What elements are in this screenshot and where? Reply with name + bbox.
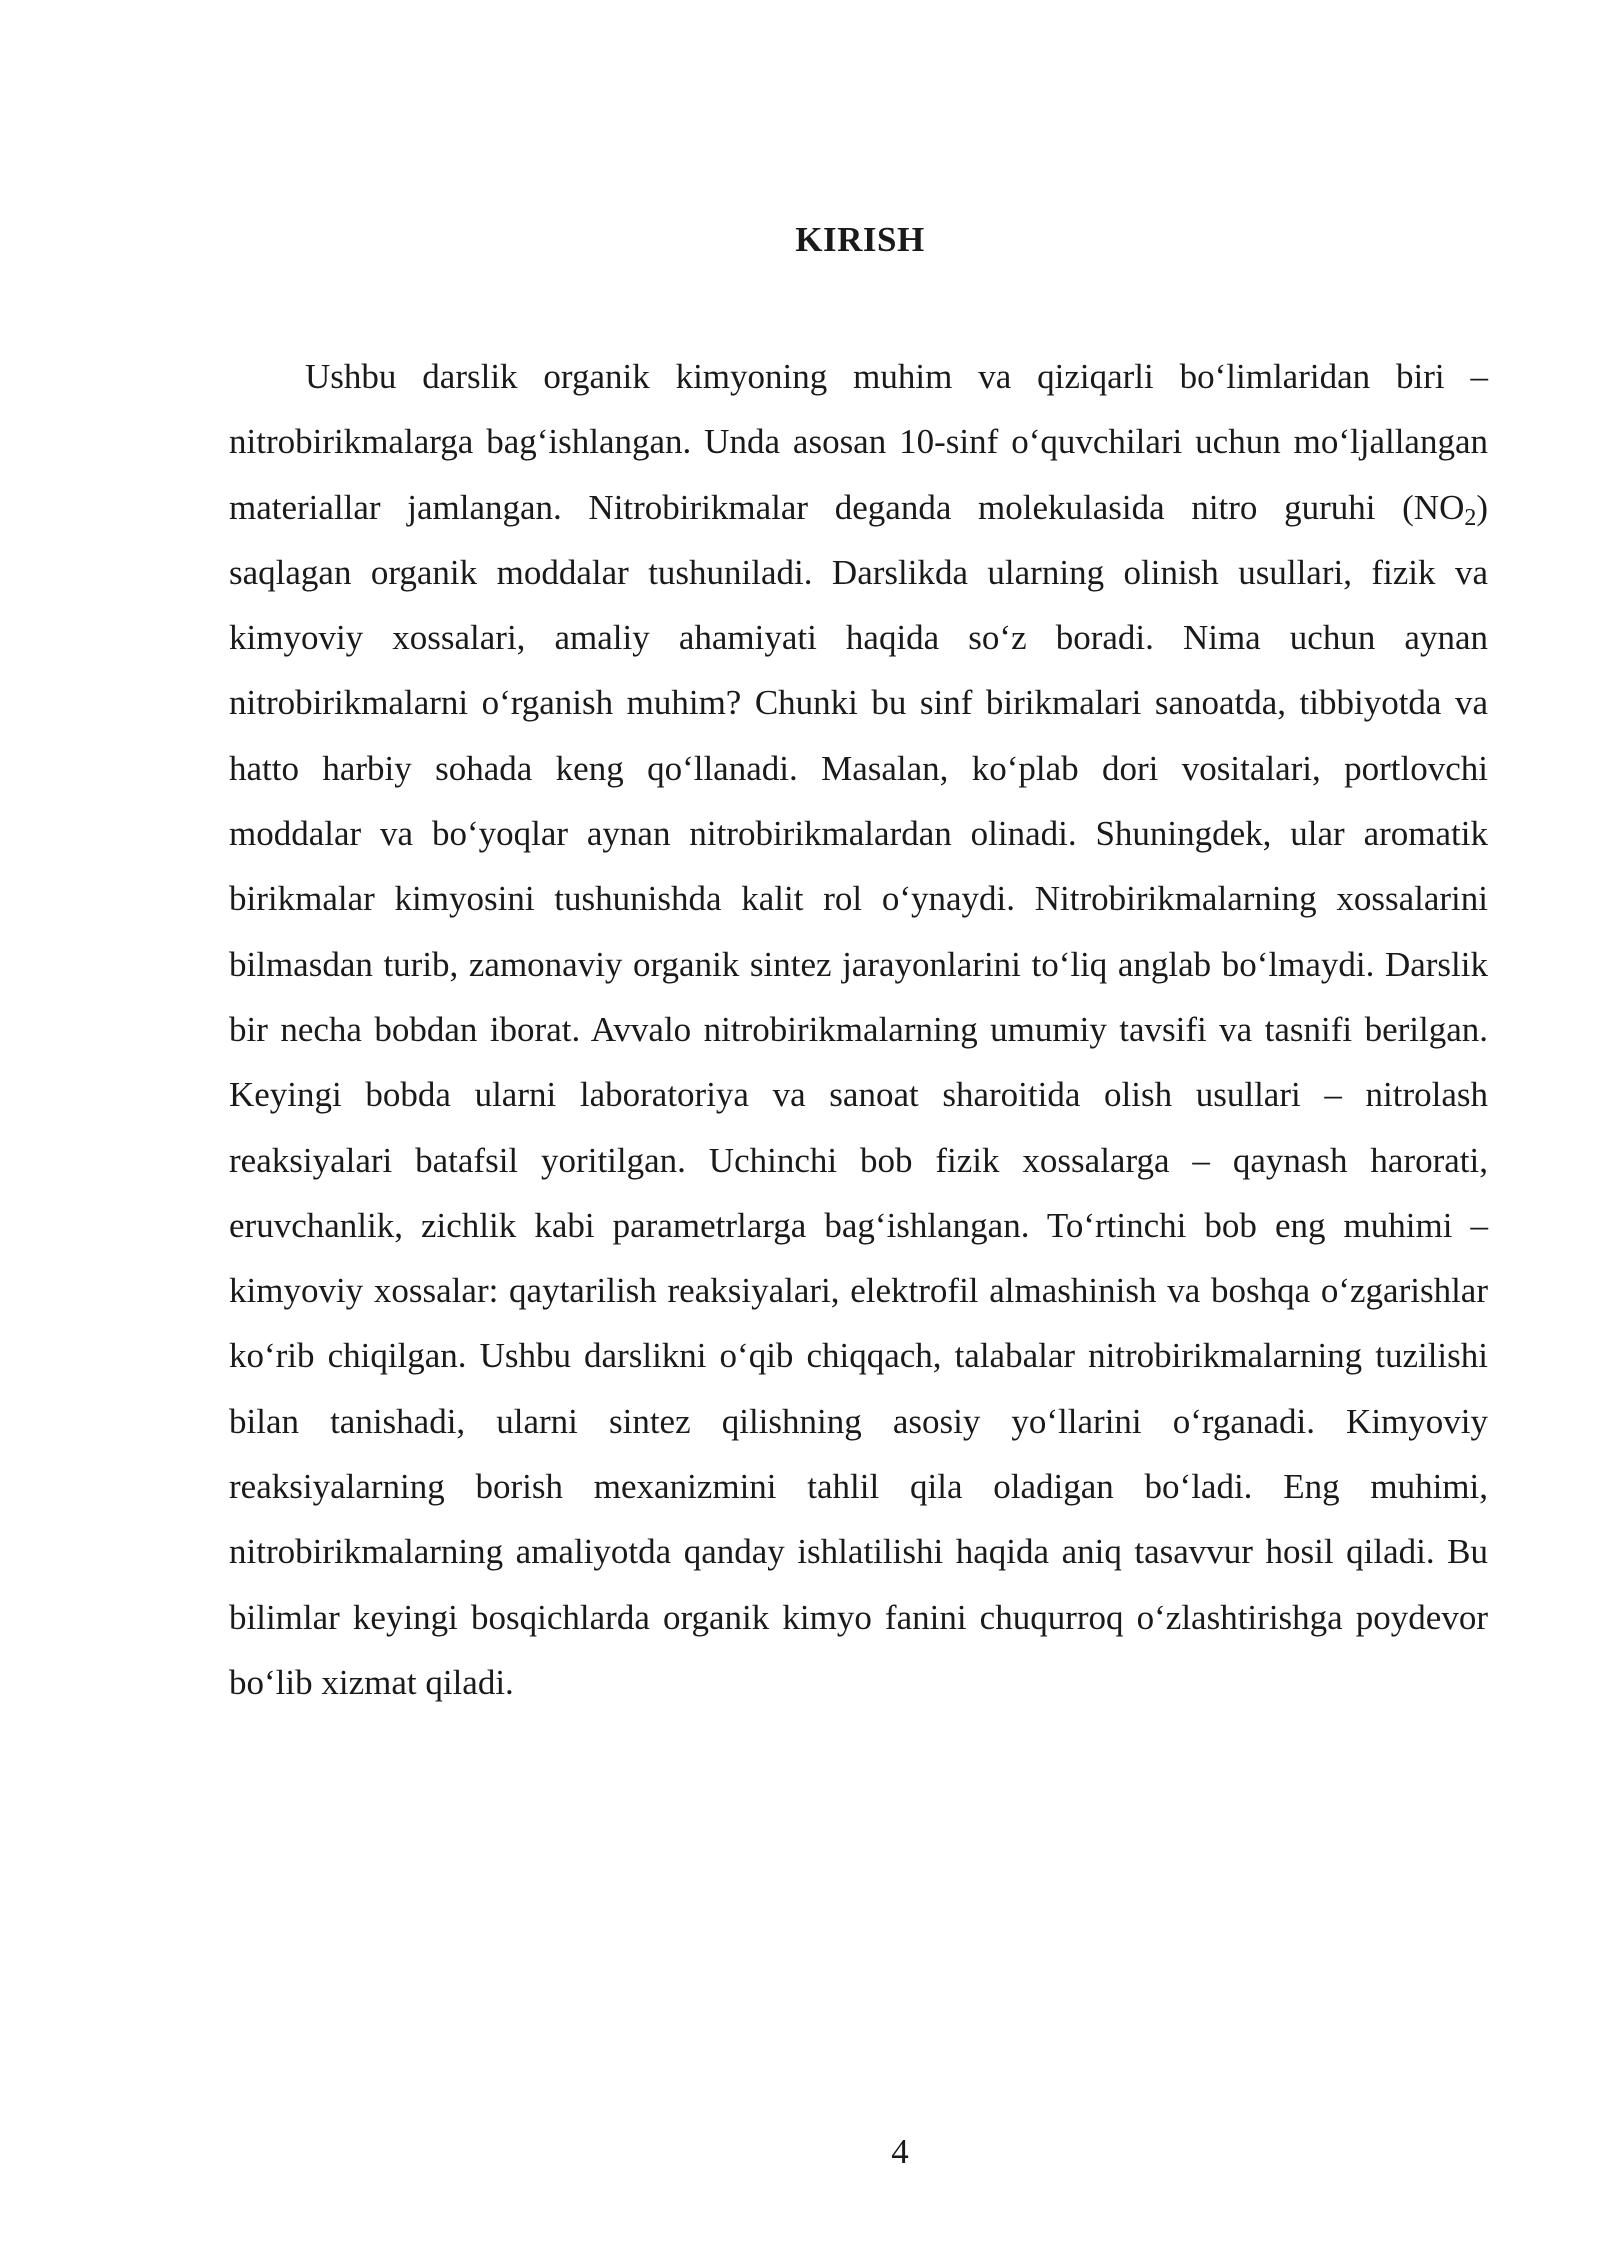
page-number: 4 — [891, 2132, 909, 2171]
paragraph-text-part-1: Ushbu darslik organik kimyoning muhim va qiziqarli bo‘limlaridan biri – nitrobirikmalarga bag‘ishlangan. Unda asosan 10-sinf o‘quvchilari uchun mo‘ljallangan materiallar jamlangan. Nitrobirikmalar deganda molekulasida nitro guruhi (NO — [229, 357, 1488, 527]
paragraph-text-part-2: ) saqlagan organik moddalar tushuniladi. Darslikda ularning olinish usullari, fizik va kimyoviy xossalari, amaliy ahamiyati haqida so‘z boradi. Nima uchun aynan nitrobirikmalarni o‘rganish muhim? Chunki bu sinf birikmalari sanoatda, tibbiyotda va hatto harbiy sohada keng qo‘llanadi. Masalan, ko‘plab dori vositalari, portlovchi moddalar va bo‘yoqlar aynan nitrobirikmalardan olinadi. Shuningdek, ular aromatik birikmalar kimyosini tushunishda kalit rol o‘ynaydi. Nitrobirikmalarning xossalarini bilmasdan turib, zamonaviy organik sintez jarayonlarini to‘liq anglab bo‘lmaydi. Darslik bir necha bobdan iborat. Avvalo nitrobirikmalarning umumiy tavsifi va tasnifi berilgan. Keyingi bobda ularni laboratoriya va sanoat sharoitida olish usullari – nitrolash reaksiyalari batafsil yoritilgan. Uchinchi bob fizik xossalarga – qaynash harorati, eruvchanlik, zichlik kabi parametrlarga bag‘ishlangan. To‘rtinchi bob eng muhimi – kimyoviy xossalar: qaytarilish reaksiyalari, elektrofil almashinish va boshqa o‘zgarishlar ko‘rib chiqilgan. Ushbu darslikni o‘qib chiqqach, talabalar nitrobirikmalarning tuzilishi bilan tanishadi, ularni sintez qilishning asosiy yo‘llarini o‘rganadi. Kimyoviy reaksiyalarning borish mexanizmini tahlil qila oladigan bo‘ladi. Eng muhimi, nitrobirikmalarning amaliyotda qanday ishlatilishi haqida aniq tasavvur hosil qiladi. Bu bilimlar keyingi bosqichlarda organik kimyo fanini chuqurroq o‘zlashtirishga poydevor bo‘lib xizmat qiladi. — [229, 487, 1488, 1702]
intro-paragraph — [229, 344, 1488, 1715]
chemical-subscript: 2 — [1464, 504, 1477, 531]
section-heading: KIRISH — [795, 220, 925, 259]
